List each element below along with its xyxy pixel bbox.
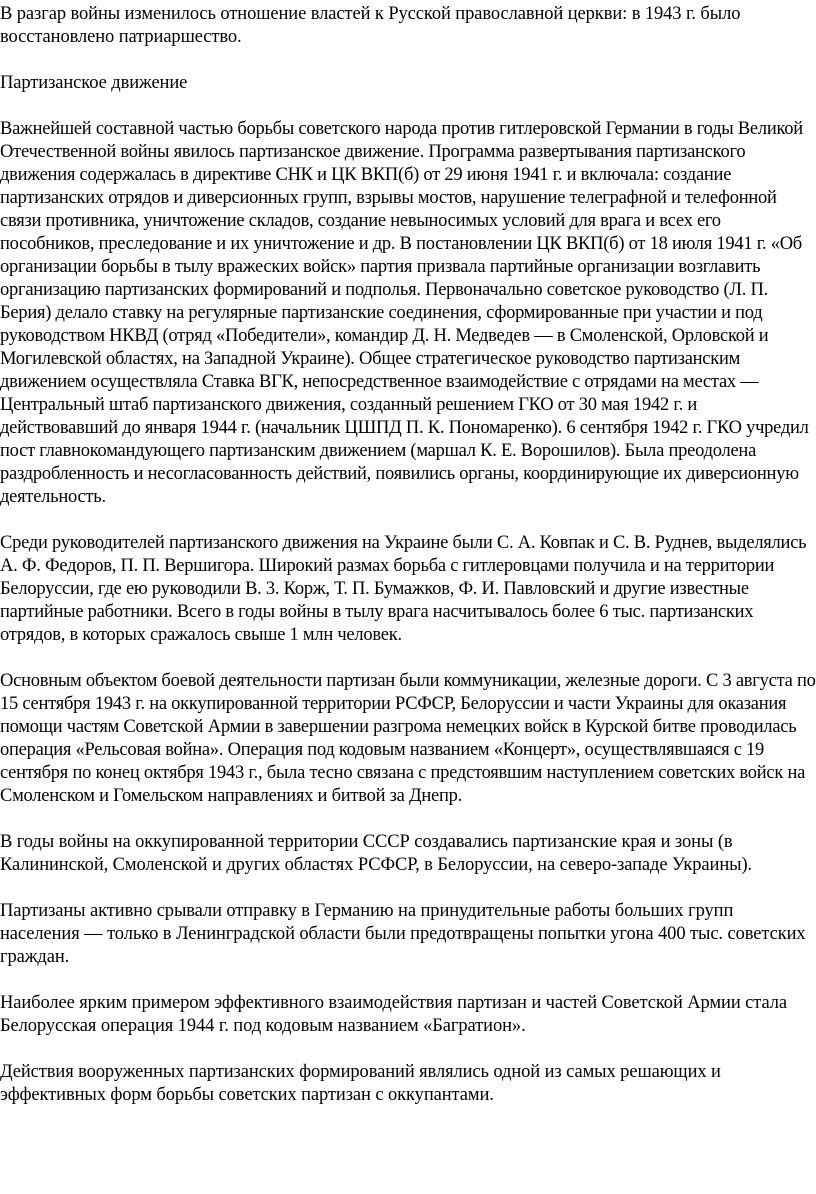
paragraph-rail-war: Основным объектом боевой деятельности партизан были коммуникации, железные дороги. С 3 августа по 15 сентября 1943 г. на оккупированной территории РСФСР, Белоруссии и части Украины для оказания помощи частям Советской Армии в завершении разгрома немецких войск в Курской битве проводилась операция «Рельсовая война». Операция под кодовым названием «Концерт», осуществлявшаяся с 19 сентября по конец октября 1943 г., была тесно связана с предстоявшим наступлением советских войск на Смоленском и Гомельском направлениях и битвой за Днепр.	[0, 671, 816, 806]
paragraph-partisan-leaders: Среди руководителей партизанского движения на Украине были С. А. Ковпак и С. В. Руднев, выделялись А. Ф. Федоров, П. П. Вершигора. Широкий размах борьба с гитлеровцами получила и на территории Белоруссии, где ею руководили В. 3. Корж, Т. П. Бумажков, Ф. И. Павловский и другие известные партийные работники. Всего в годы войны в тылу врага насчитывалось более 6 тыс. партизанских отрядов, в которых сражалось свыше 1 млн человек.	[0, 533, 807, 645]
section-heading: Партизанское движение	[0, 73, 188, 93]
paragraph-partisan-zones: В годы войны на оккупированной территории СССР создавались партизанские края и зоны (в Калининской, Смоленской и других областях РСФСР, в Белоруссии, на северо-западе Украины).	[0, 832, 753, 875]
paragraph-deportation: Партизаны активно срывали отправку в Германию на принудительные работы больших групп населения — только в Ленинградской области были предотвращены попытки угона 400 тыс. советских граждан.	[0, 901, 806, 967]
paragraph-patriarchate: В разгар войны изменилось отношение властей к Русской православной церкви: в 1943 г. было восстановлено патриаршество.	[0, 4, 741, 47]
paragraph-bagration: Наиболее ярким примером эффективного взаимодействия партизан и частей Советской Армии стала Белорусская операция 1944 г. под кодовым названием «Багратион».	[0, 993, 787, 1036]
paragraph-partisan-program: Важнейшей составной частью борьбы советского народа против гитлеровской Германии в годы Великой Отечественной войны явилось партизанское движение. Программа развертывания партизанского движения содержалась в директиве СНК и ЦК ВКП(б) от 29 июня 1941 г. и включала: создание партизанских отрядов и диверсионных групп, взрывы мостов, нарушение телеграфной и телефонной связи противника, уничтожение складов, создание невыносимых условий для врага и всех его пособников, преследование и их уничтожение и др. В постановлении ЦК ВКП(б) от 18 июля 1941 г. «Об организации борьбы в тылу вражеских войск» партия призвала партийные организации возглавить организацию партизанских формирований и подполья. Первоначально советское руководство (Л. П. Берия) делало ставку на регулярные партизанские соединения, сформированные при участии и под руководством НКВД (отряд «Победители», командир Д. Н. Медведев — в Смоленской, Орловской и Могилевской областях, на Западной Украине). Общее стратегическое руководство партизанским движением осуществляла Ставка ВГК, непосредственное взаимодействие с отрядами на местах — Центральный штаб партизанского движения, созданный решением ГКО от 30 мая 1942 г. и действовавший до января 1944 г. (начальник ЦШПД П. К. Пономаренко). 6 сентября 1942 г. ГКО учредил пост главнокомандующего партизанским движением (маршал К. Е. Ворошилов). Была преодолена раздробленность и несогласованность действий, появились органы, координирующие их диверсионную деятельность.	[0, 119, 809, 507]
paragraph-conclusion: Действия вооруженных партизанских формирований являлись одной из самых решающих и эффективных форм борьбы советских партизан с оккупантами.	[0, 1062, 721, 1105]
